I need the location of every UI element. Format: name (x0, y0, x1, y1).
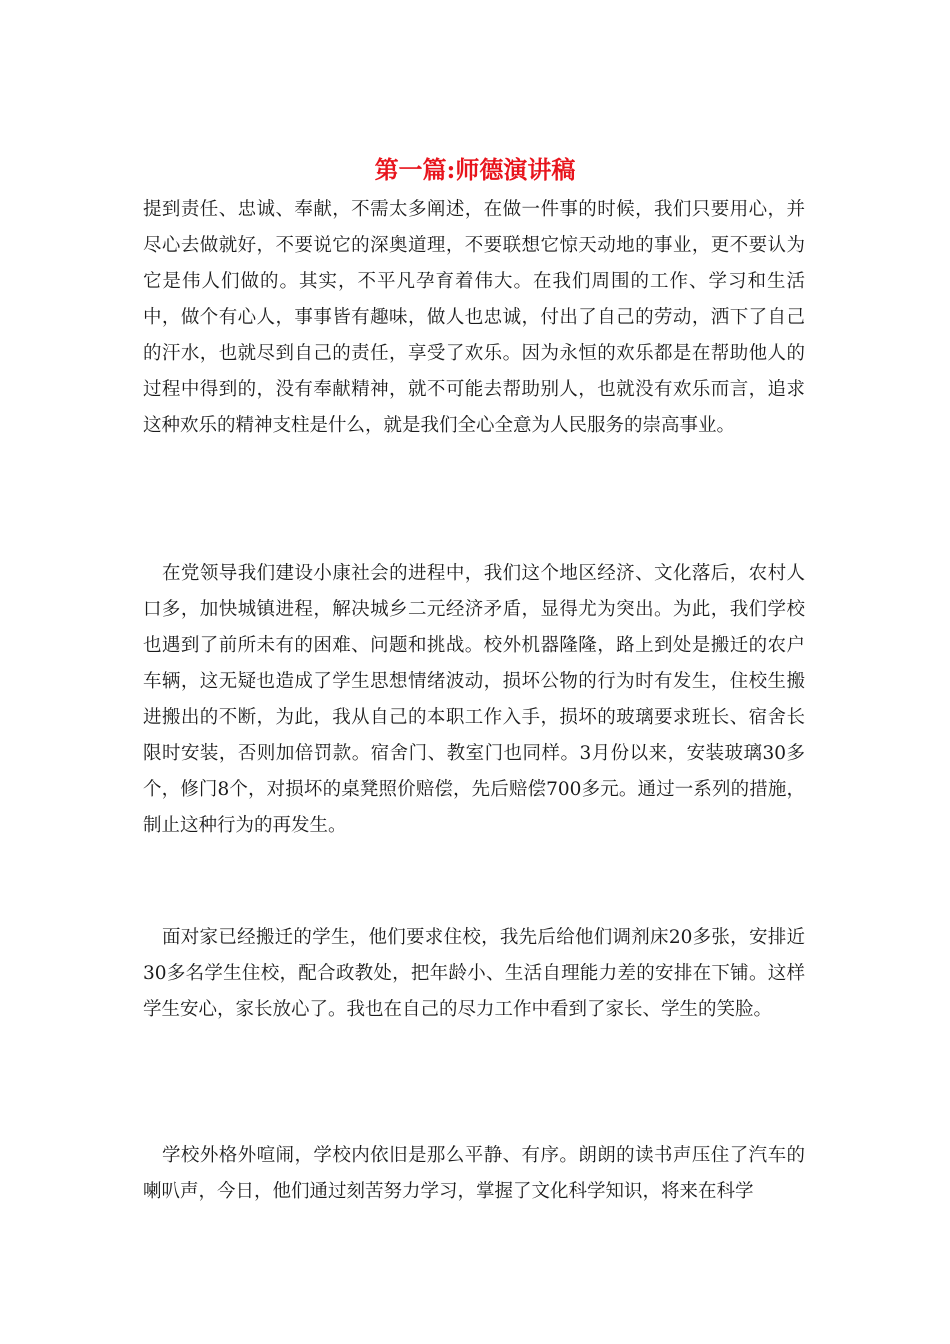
paragraph-4: 学校外格外喧闹，学校内依旧是那么平静、有序。朗朗的读书声压住了汽车的喇叭声，今日，他们通过刻苦努力学习，掌握了文化科学知识，将来在科学 (143, 1145, 805, 1202)
paragraph-2: 在党领导我们建设小康社会的进程中，我们这个地区经济、文化落后，农村人口多，加快城镇进程，解决城乡二元经济矛盾，显得尤为突出。为此，我们学校也遇到了前所未有的困难、问题和挑战。校外机器隆隆，路上到处是搬迁的农户车辆，这无疑也造成了学生思想情绪波动，损坏公物的行为时有发生，住校生搬进搬出的不断，为此，我从自己的本职工作入手，损坏的玻璃要求班长、宿舍长限时安装，否则加倍罚款。宿舍门、教室门也同样。3月份以来，安装玻璃30多个，修门8个，对损坏的桌凳照价赔偿，先后赔偿700多元。通过一系列的措施，制止这种行为的再发生。 (143, 563, 805, 836)
document-title: 第一篇:师德演讲稿 (374, 155, 576, 184)
paragraph-3: 面对家已经搬迁的学生，他们要求住校，我先后给他们调剂床20多张，安排近30多名学生住校，配合政教处，把年龄小、生活自理能力差的安排在下铺。这样学生安心，家长放心了。我也在自己的尽力工作中看到了家长、学生的笑脸。 (143, 927, 805, 1020)
paragraph-1: 提到责任、忠诚、奉献，不需太多阐述，在做一件事的时候，我们只要用心，并尽心去做就好，不要说它的深奥道理，不要联想它惊天动地的事业，更不要认为它是伟人们做的。其实，不平凡孕育着伟大。在我们周围的工作、学习和生活中，做个有心人，事事皆有趣味，做人也忠诚，付出了自己的劳动，洒下了自己的汗水，也就尽到自己的责任，享受了欢乐。因为永恒的欢乐都是在帮助他人的过程中得到的，没有奉献精神，就不可能去帮助别人，也就没有欢乐而言，追求这种欢乐的精神支柱是什么，就是我们全心全意为人民服务的崇高事业。 (143, 199, 805, 436)
